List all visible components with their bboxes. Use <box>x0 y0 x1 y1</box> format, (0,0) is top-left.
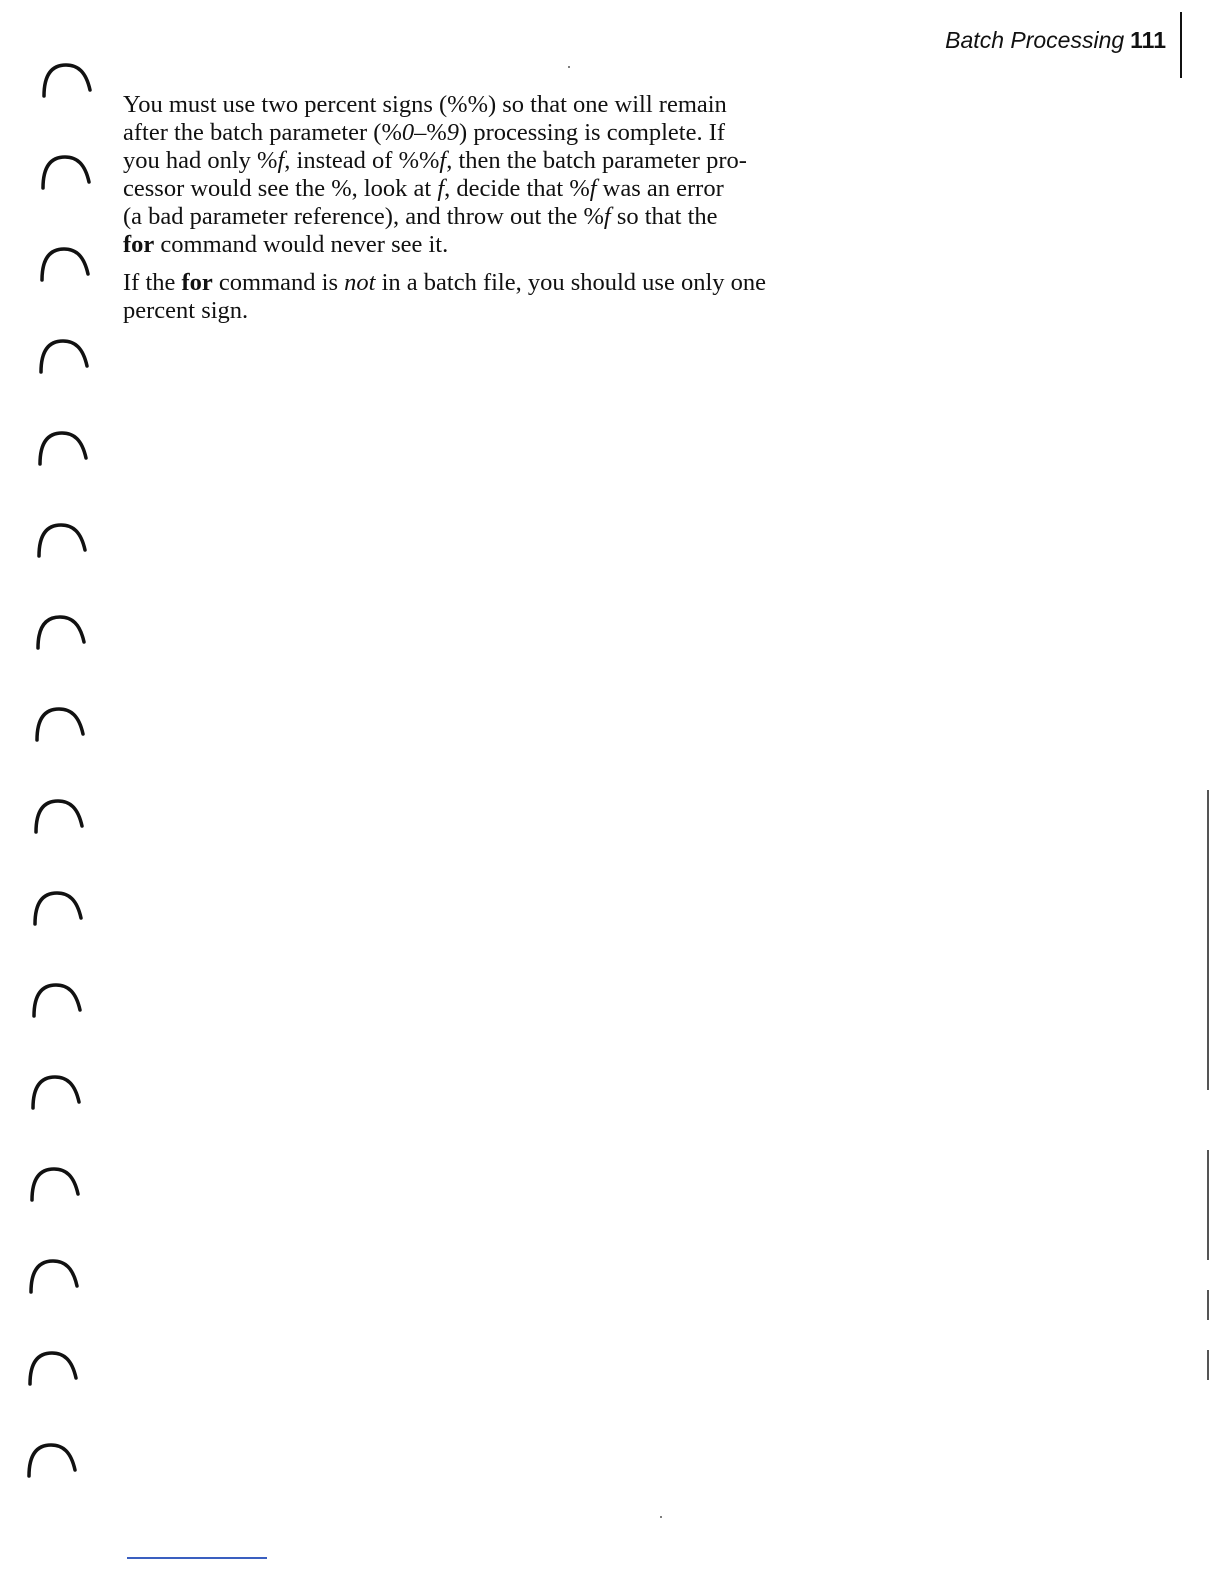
text-line: (a bad parameter reference), and throw out the %f so that the <box>123 203 718 230</box>
scan-edge-mark <box>1207 1290 1209 1320</box>
binding-hole-icon <box>29 1074 87 1110</box>
scan-edge-mark <box>1207 1350 1209 1380</box>
text-line: after the batch parameter (%0–%9) processing is complete. If <box>123 119 726 146</box>
text-line: If the for command is not in a batch file, you should use only one <box>123 269 767 296</box>
binding-hole-icon <box>32 798 90 834</box>
binding-hole-icon <box>36 430 94 466</box>
scan-speck <box>568 66 570 68</box>
binding-hole-icon <box>25 1442 83 1478</box>
body-text <box>123 91 883 335</box>
text-line: You must use two percent signs (%%) so that one will remain <box>123 91 727 118</box>
binding-holes <box>0 0 110 1584</box>
bottom-rule <box>127 1557 267 1559</box>
text-line: for command would never see it. <box>123 231 449 258</box>
binding-hole-icon <box>31 890 89 926</box>
paragraph-single-percent <box>123 269 883 325</box>
running-header <box>945 24 1166 56</box>
section-name: Batch Processing <box>945 27 1125 53</box>
header-rule <box>1180 12 1182 78</box>
binding-hole-icon <box>35 522 93 558</box>
text-line: percent sign. <box>123 297 249 324</box>
binding-hole-icon <box>30 982 88 1018</box>
binding-hole-icon <box>34 614 92 650</box>
binding-hole-icon <box>37 338 95 374</box>
binding-hole-icon <box>38 246 96 282</box>
page-number: 111 <box>1130 27 1166 53</box>
binding-hole-icon <box>33 706 91 742</box>
binding-hole-icon <box>40 62 98 98</box>
text-line: cessor would see the %, look at f, decide that %f was an error <box>123 175 724 202</box>
text-line: you had only %f, instead of %%f, then the batch parameter pro- <box>123 147 747 174</box>
paragraph-percent-signs <box>123 91 883 259</box>
binding-hole-icon <box>28 1166 86 1202</box>
scan-speck <box>660 1516 662 1518</box>
binding-hole-icon <box>26 1350 84 1386</box>
binding-hole-icon <box>39 154 97 190</box>
binding-hole-icon <box>27 1258 85 1294</box>
scan-edge-mark <box>1207 790 1209 1090</box>
scan-edge-mark <box>1207 1150 1209 1260</box>
